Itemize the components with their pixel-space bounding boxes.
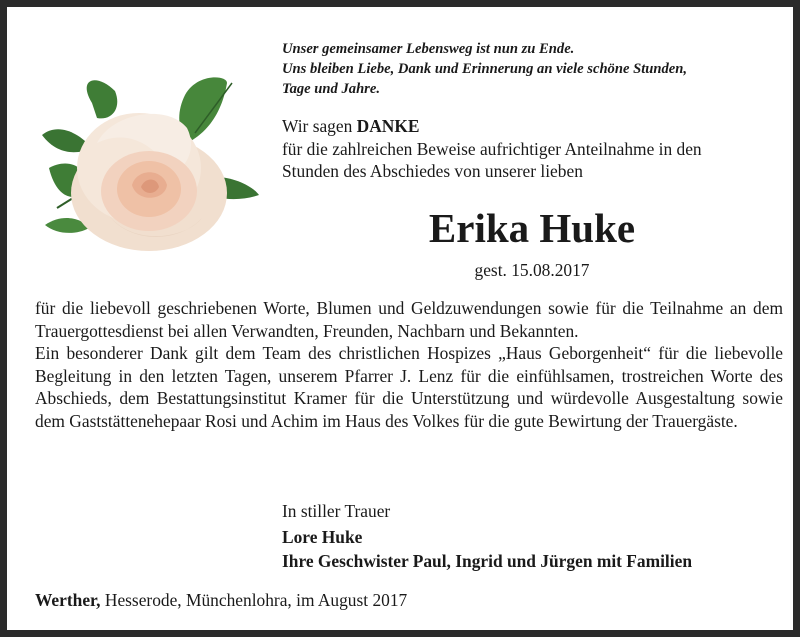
motto	[282, 39, 782, 99]
place-rest: Hesserode, Münchenlohra, im August 2017	[100, 590, 408, 610]
signatories	[282, 526, 692, 573]
thanks-line-1	[282, 115, 787, 138]
body-paragraph-1: für die liebevoll geschriebenen Worte, Blumen und Geldzuwendungen sowie für die Teilnahme an dem Trauergottesdienst bei allen Verwandten, Freunden, Nachbarn und Bekannten.	[35, 298, 783, 341]
signer-1: Lore Huke	[282, 527, 363, 547]
death-date: gest. 15.08.2017	[474, 260, 590, 280]
motto-line-1: Unser gemeinsamer Lebensweg ist nun zu Ende.	[282, 41, 575, 57]
body-text	[35, 297, 783, 433]
rose-icon	[37, 73, 263, 253]
place-date	[35, 589, 407, 611]
deceased-name: Erika Huke	[428, 205, 636, 251]
signer-2: Ihre Geschwister Paul, Ingrid und Jürgen mit Familien	[282, 550, 692, 571]
thanks-line-3: Stunden des Abschiedes von unserer lieben	[282, 161, 583, 181]
motto-line-2: Uns bleiben Liebe, Dank und Erinnerung an viele schöne Stunden,	[282, 61, 688, 77]
thanks-intro	[282, 115, 787, 183]
motto-line-3: Tage und Jahre.	[282, 81, 380, 97]
danke-word: DANKE	[356, 116, 420, 136]
place-town-bold: Werther,	[35, 590, 101, 610]
thanks-line-2: für die zahlreichen Beweise aufrichtiger Anteilnahme in den	[282, 138, 702, 159]
in-mourning-label: In stiller Trauer	[282, 501, 391, 521]
thanks-prefix: Wir sagen	[282, 116, 357, 136]
body-paragraph-2: Ein besonderer Dank gilt dem Team des christlichen Hospizes „Haus Geborgenheit“ für die liebevolle Begleitung in den letzten Tagen, unserem Pfarrer J. Lenz für die einfühlsamen, trostreichen Worte des Abschieds, dem Bestattungsinstitut Kramer für die Unterstützung und würdevolle Ausgestaltung sowie dem Gaststättenehepaar Rosi und Achim im Haus des Volkes für die gute Bewirtung der Trauergäste.	[35, 343, 783, 431]
